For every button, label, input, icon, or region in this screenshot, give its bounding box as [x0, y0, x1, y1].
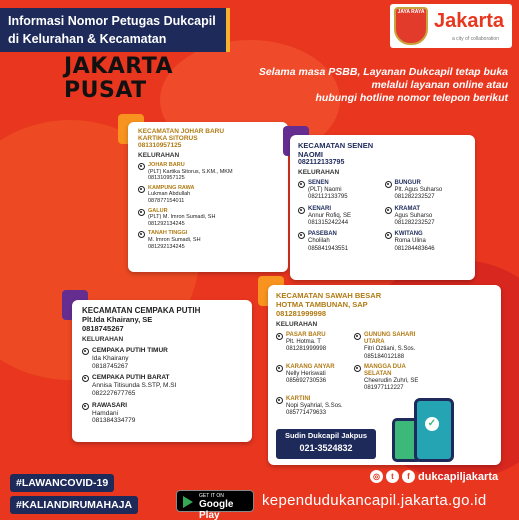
kelurahan-name: KAMPUNG RAWA — [148, 184, 195, 191]
social-handle-text: dukcapiljakarta — [418, 470, 499, 483]
kelurahan-phone: 081281999998 — [286, 346, 327, 353]
kelurahan-officer: Lukman Abdullah — [148, 191, 191, 198]
kelurahan-phone: 085771479633 — [286, 409, 327, 416]
kelurahan-officer: Nelly Heriswati — [286, 370, 326, 377]
kecamatan-card-johar-baru — [128, 122, 288, 272]
kelurahan-officer: Annur Rofiq, SE — [308, 212, 352, 219]
kelurahan-phone: 0818745267 — [92, 362, 129, 370]
bullet-icon — [354, 365, 361, 372]
kelurahan-phone: 081384334779 — [92, 417, 136, 425]
bullet-icon — [138, 186, 145, 193]
kelurahan-officer: Nopi Syahrial, S.Sos. — [286, 402, 343, 409]
kecamatan-phone: 081281999998 — [276, 309, 327, 318]
kelurahan-name: GUNUNG SAHARI UTARA — [364, 332, 416, 346]
bullet-icon — [385, 181, 392, 188]
kelurahan-name: PASAR BARU — [286, 332, 326, 338]
kelurahan-name: GALUR — [148, 207, 168, 214]
twitter-icon: t — [386, 470, 399, 483]
region-line-1: JAKARTA — [64, 54, 174, 79]
kelurahan-item — [82, 402, 242, 425]
kelurahan-phone: 085184012188 — [364, 353, 405, 360]
bullet-icon — [385, 207, 392, 214]
header-banner — [0, 8, 230, 52]
kelurahan-label: KELURAHAN — [276, 321, 318, 328]
bullet-icon — [298, 232, 305, 239]
kecamatan-card-sawah-besar — [268, 285, 501, 465]
kelurahan-officer: Annisa Titisunda S.STP, M.SI — [92, 382, 177, 390]
website-link[interactable]: kependudukancapil.jakarta.go.id — [262, 492, 487, 509]
bullet-icon — [385, 232, 392, 239]
jakarta-seal-icon — [394, 7, 428, 45]
bullet-icon — [82, 403, 89, 410]
kecamatan-officer: Plt.Ida Khairany, SE — [82, 315, 153, 324]
kelurahan-phone: 081292134245 — [148, 243, 185, 250]
kelurahan-item — [82, 347, 242, 370]
sudin-label: Sudin Dukcapil Jakpus — [284, 431, 368, 440]
kelurahan-phone: 081292134245 — [148, 220, 185, 227]
hashtag-lawancovid: #LAWANCOVID-19 — [10, 474, 114, 492]
hashtag-kaliandirumahaja: #KALIANDIRUMAHAJA — [10, 496, 138, 514]
logo-name: Jakarta — [434, 10, 505, 32]
kelurahan-phone: 082112133795 — [308, 194, 348, 201]
google-play-icon — [183, 496, 193, 508]
kecamatan-title: KECAMATAN JOHAR BARU — [138, 128, 225, 135]
kelurahan-phone: 081977112227 — [364, 385, 404, 392]
social-handle — [370, 470, 498, 483]
bullet-icon — [354, 333, 361, 340]
kelurahan-officer: Roma Ulina — [394, 238, 426, 245]
kelurahan-item — [298, 206, 381, 228]
kelurahan-item — [138, 185, 278, 205]
kelurahan-item — [385, 206, 468, 228]
kelurahan-label: KELURAHAN — [298, 169, 340, 176]
kelurahan-officer: Cheerudin Zuhri, SE — [364, 378, 419, 385]
facebook-icon: f — [402, 470, 415, 483]
kelurahan-phone: 085841943551 — [308, 245, 349, 252]
kelurahan-officer: (PLT) Kartika Sitorus, S.KM., MKM — [148, 168, 233, 175]
kelurahan-phone: 087877154011 — [148, 197, 185, 204]
bullet-icon — [276, 397, 283, 404]
header-line-1: Informasi Nomor Petugas Dukcapil — [8, 14, 216, 28]
kecamatan-card-cempaka-putih — [72, 300, 252, 442]
kelurahan-officer: Plt. Agus Suharso — [394, 187, 443, 194]
google-play-big-text: Google Play — [199, 499, 234, 520]
kelurahan-item — [385, 180, 468, 202]
kelurahan-name: RAWASARI — [92, 401, 128, 409]
bullet-icon — [138, 231, 145, 238]
instagram-icon: ◎ — [370, 470, 383, 483]
kelurahan-name: PASEBAN — [308, 231, 337, 238]
phone-check-illustration-icon — [414, 398, 454, 462]
kelurahan-phone: 082227677765 — [92, 389, 136, 397]
kelurahan-name: MANGGA DUA SELATAN — [364, 363, 406, 377]
kelurahan-officer: (PLT) Naomi — [308, 187, 342, 194]
kelurahan-item — [138, 162, 278, 182]
kelurahan-item — [82, 374, 242, 397]
kelurahan-phone: 081315242244 — [308, 219, 349, 226]
kelurahan-officer: Plt. Hotma. T — [286, 339, 321, 346]
kecamatan-title: KECAMATAN SENEN — [298, 141, 374, 150]
kelurahan-item — [354, 364, 426, 393]
kelurahan-phone: 081310957125 — [148, 175, 185, 182]
kelurahan-label: KELURAHAN — [138, 152, 180, 159]
intro-line-2: melalui layanan online atau — [371, 79, 508, 91]
kecamatan-officer: HOTMA TAMBUNAN, SAP — [276, 300, 368, 309]
kelurahan-name: CEMPAKA PUTIH BARAT — [92, 374, 170, 382]
google-play-badge[interactable] — [176, 490, 254, 520]
kecamatan-phone: 081310957125 — [138, 142, 182, 149]
kelurahan-name: KWITANG — [394, 231, 423, 238]
kelurahan-officer: Hamdani — [92, 409, 119, 417]
kelurahan-officer: Fitri Oztiani, S.Sos. — [364, 346, 416, 353]
kelurahan-item — [276, 332, 348, 361]
kelurahan-name: BUNGUR — [394, 180, 421, 186]
kecamatan-phone: 082112133795 — [298, 159, 345, 166]
kelurahan-officer: Ida Khairany — [92, 354, 129, 362]
intro-line-3: hubungi hotline nomor telepon berikut — [315, 92, 508, 104]
kelurahan-item — [276, 396, 348, 418]
region-title — [64, 55, 173, 103]
kelurahan-name: KRAMAT — [394, 205, 421, 212]
logo-tagline: a city of collaboration — [452, 36, 499, 42]
kelurahan-officer: (PLT) M. Imron Sumadi, SH — [148, 214, 216, 221]
checkmark-icon: ✓ — [425, 417, 439, 431]
kelurahan-name: CEMPAKA PUTIH TIMUR — [92, 347, 168, 354]
kelurahan-label: KELURAHAN — [82, 336, 124, 343]
kelurahan-item — [138, 230, 278, 250]
bullet-icon — [138, 163, 145, 170]
kelurahan-item — [354, 332, 426, 361]
bullet-icon — [276, 365, 283, 372]
kelurahan-name: TANAH TINGGI — [148, 230, 188, 237]
kelurahan-officer: Agus Suharso — [394, 212, 433, 219]
kelurahan-name: SENEN — [308, 180, 329, 186]
intro-line-1: Selama masa PSBB, Layanan Dukcapil tetap buka — [258, 66, 508, 78]
kelurahan-officer: M. Imron Sumadi, SH — [148, 236, 201, 243]
sudin-hotline-box — [276, 429, 376, 459]
kecamatan-card-senen — [290, 135, 475, 280]
kelurahan-item — [298, 231, 381, 253]
bullet-icon — [138, 209, 145, 216]
kelurahan-item — [276, 364, 348, 393]
kecamatan-title: KECAMATAN CEMPAKA PUTIH — [82, 306, 201, 315]
kecamatan-officer: KARTIKA SITORUS — [138, 135, 198, 142]
jakarta-logo — [390, 4, 512, 48]
kelurahan-officer: Cholilah — [308, 238, 330, 245]
kelurahan-phone: 081284483646 — [394, 245, 435, 252]
header-line-2: di Kelurahan & Kecamatan — [8, 32, 167, 46]
kelurahan-item — [298, 180, 381, 202]
kelurahan-name: KENARI — [308, 205, 332, 212]
kelurahan-phone: 081282232527 — [394, 219, 435, 226]
seal-text: JAYA RAYA — [397, 9, 425, 15]
kelurahan-item — [138, 208, 278, 228]
intro-text — [190, 66, 508, 105]
google-play-small-text: GET IT ON — [199, 493, 224, 499]
kecamatan-phone: 0818745267 — [82, 324, 124, 333]
kelurahan-name: KARTINI — [286, 395, 311, 402]
bullet-icon — [276, 333, 283, 340]
bullet-icon — [298, 207, 305, 214]
bullet-icon — [82, 375, 89, 382]
kecamatan-title: KECAMATAN SAWAH BESAR — [276, 291, 382, 300]
bullet-icon — [298, 181, 305, 188]
kecamatan-officer: NAOMI — [298, 150, 323, 159]
sudin-phone: 021-3524832 — [299, 443, 353, 453]
kelurahan-name: KARANG ANYAR — [286, 363, 335, 370]
kelurahan-name: JOHAR BARU — [148, 162, 185, 168]
region-line-2: PUSAT — [64, 78, 147, 103]
bullet-icon — [82, 348, 89, 355]
kelurahan-phone: 081282232527 — [394, 194, 435, 201]
kelurahan-phone: 085692730536 — [286, 378, 327, 385]
kelurahan-item — [385, 231, 468, 253]
